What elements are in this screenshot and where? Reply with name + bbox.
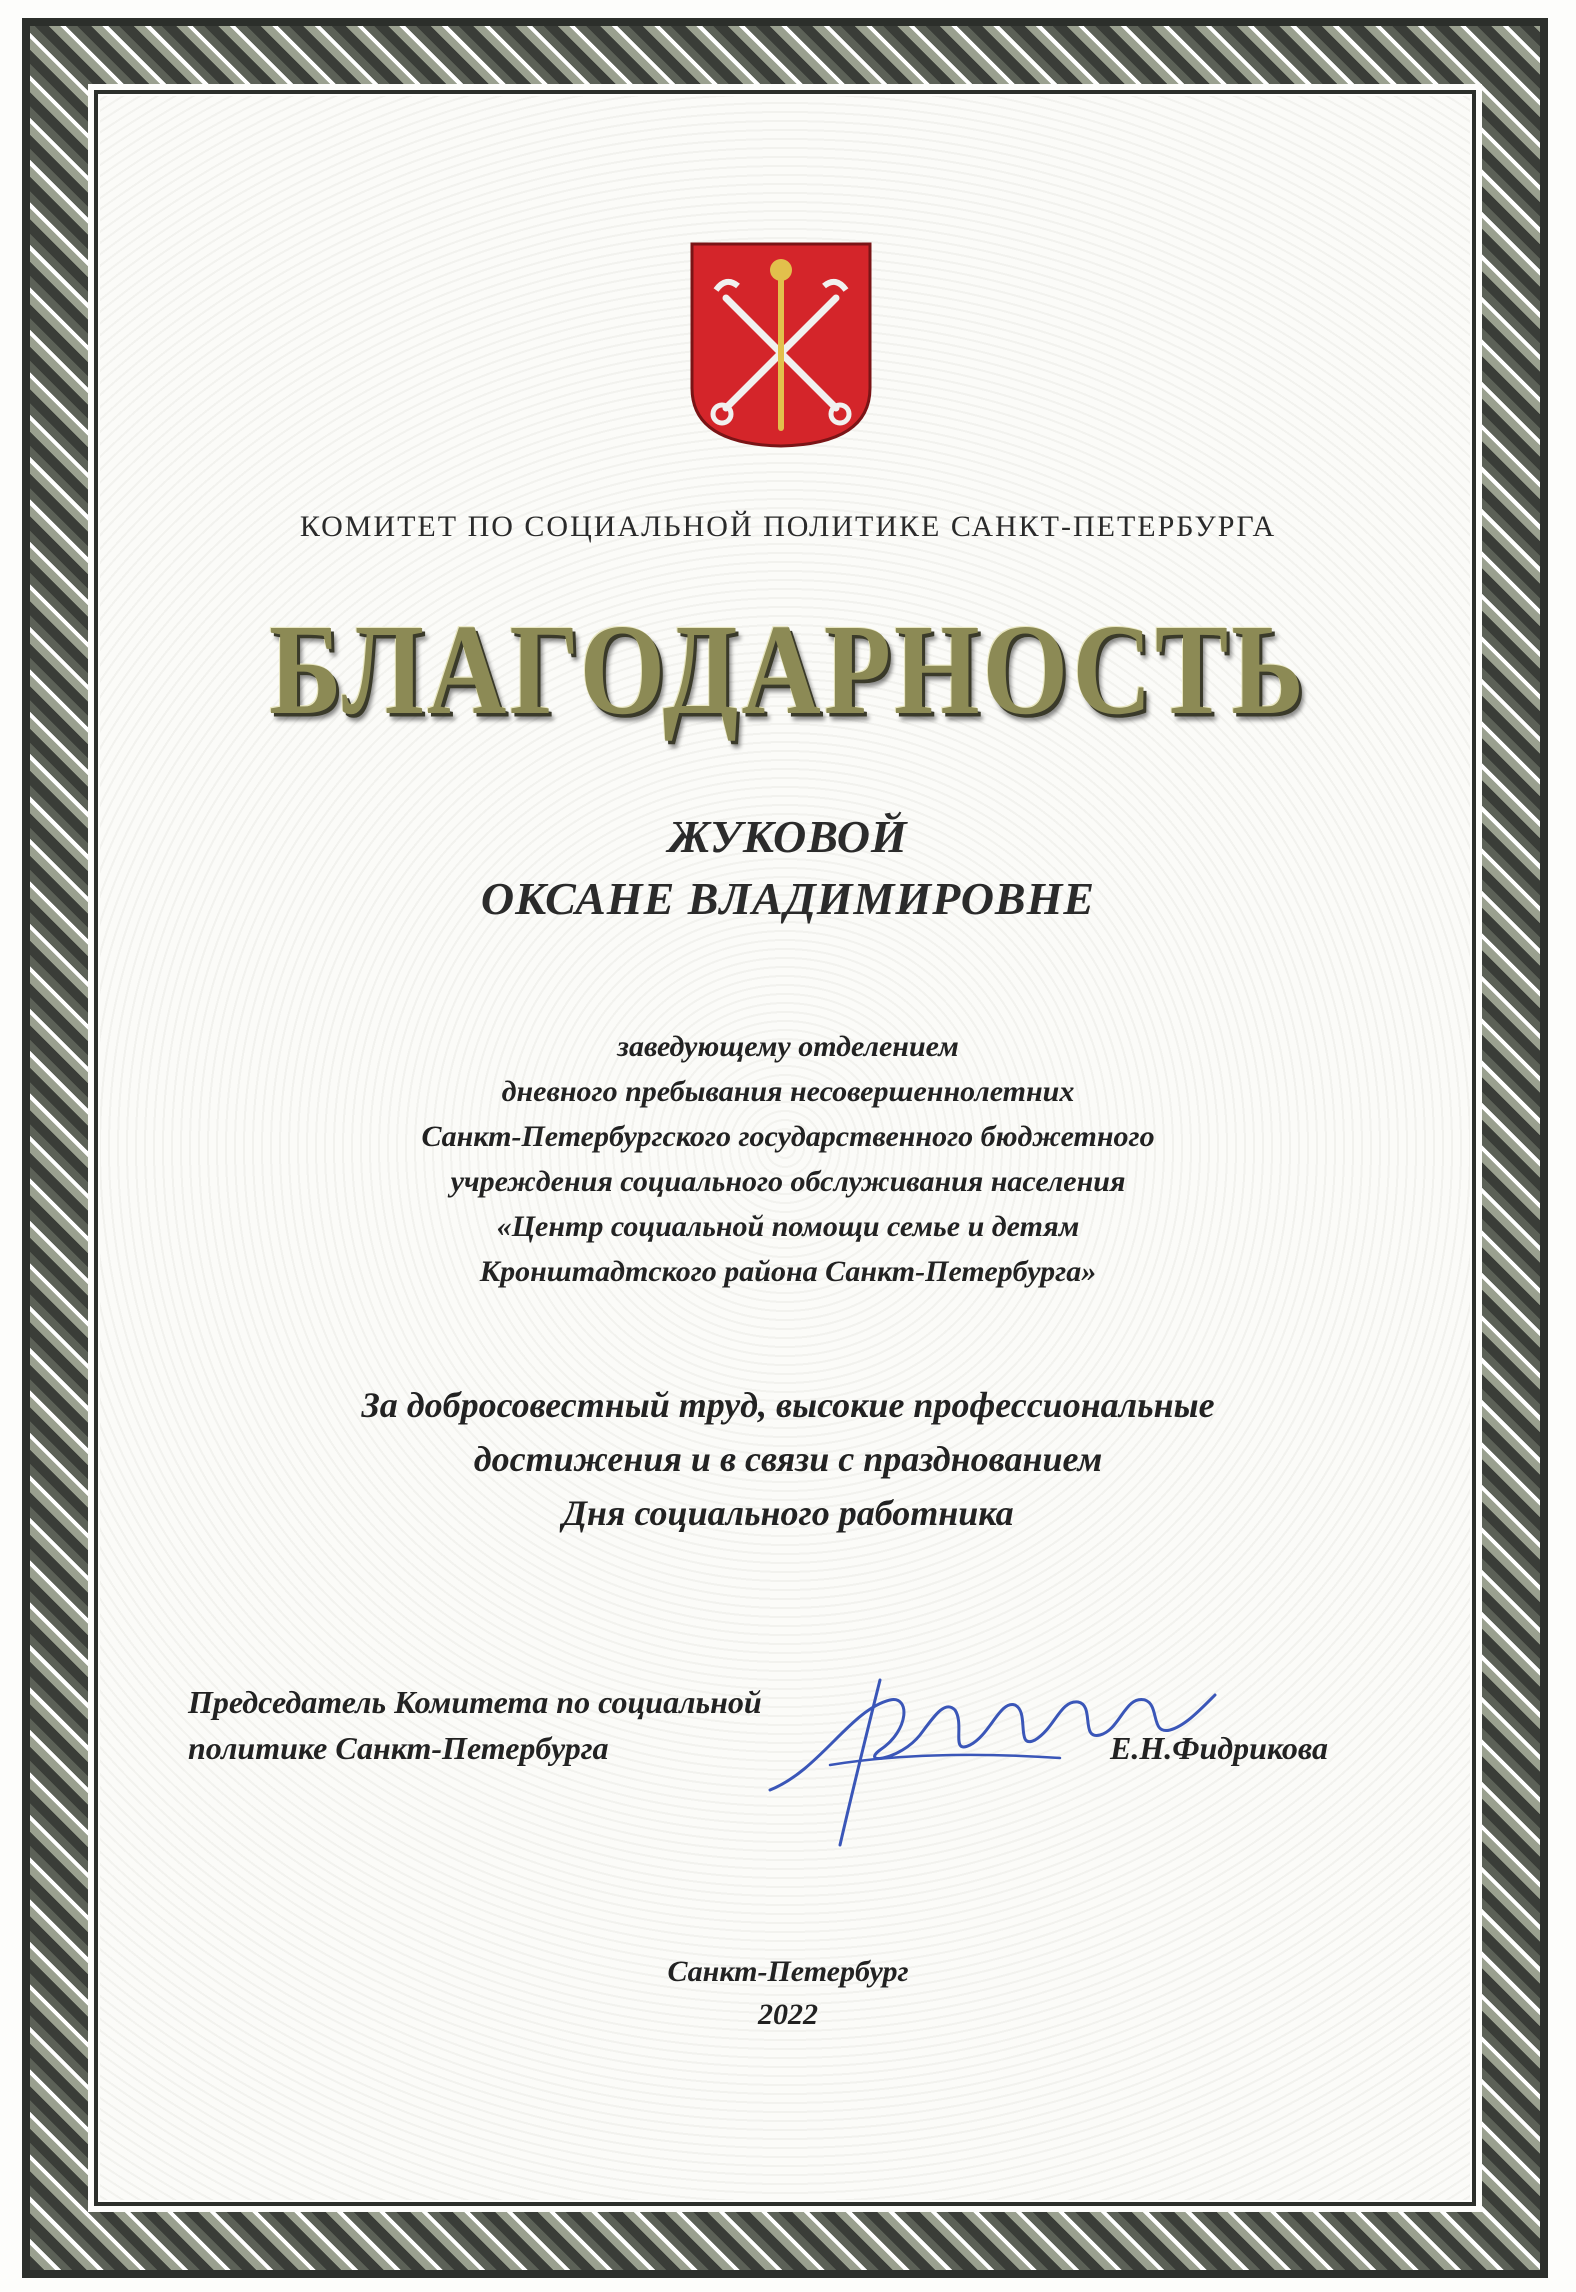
position-line: дневного пребывания несовершеннолетних xyxy=(501,1075,1075,1108)
committee-name: КОМИТЕТ ПО СОЦИАЛЬНОЙ ПОЛИТИКЕ САНКТ-ПЕТЕРБУРГА xyxy=(299,510,1277,543)
recipient-surname: ЖУКОВОЙ xyxy=(668,811,908,862)
year: 2022 xyxy=(758,1998,818,2031)
signer-title-line: Председатель Комитета по социальной xyxy=(188,1684,762,1720)
reason-line: Дня социального работника xyxy=(562,1493,1014,1533)
reason-line: За добросовестный труд, высокие профессиональные xyxy=(361,1385,1215,1425)
certificate-title: БЛАГОДАРНОСТЬ xyxy=(268,597,1308,742)
recipient-given-names: ОКСАНЕ ВЛАДИМИРОВНЕ xyxy=(480,873,1096,924)
reason-line: достижения и в связи с празднованием xyxy=(473,1439,1103,1479)
position-line: заведующему отделением xyxy=(617,1030,959,1063)
coat-of-arms-icon xyxy=(686,238,876,450)
city: Санкт-Петербург xyxy=(667,1955,909,1988)
signer-name: Е.Н.Фидрикова xyxy=(1110,1730,1328,1766)
signer-title-line: политике Санкт-Петербурга xyxy=(188,1730,609,1766)
position-line: «Центр социальной помощи семье и детям xyxy=(496,1210,1080,1243)
position-line: Кронштадтского района Санкт-Петербурга» xyxy=(479,1255,1097,1288)
position-line: Санкт-Петербургского государственного бюджетного xyxy=(421,1120,1155,1153)
position-line: учреждения социального обслуживания населения xyxy=(450,1165,1126,1198)
